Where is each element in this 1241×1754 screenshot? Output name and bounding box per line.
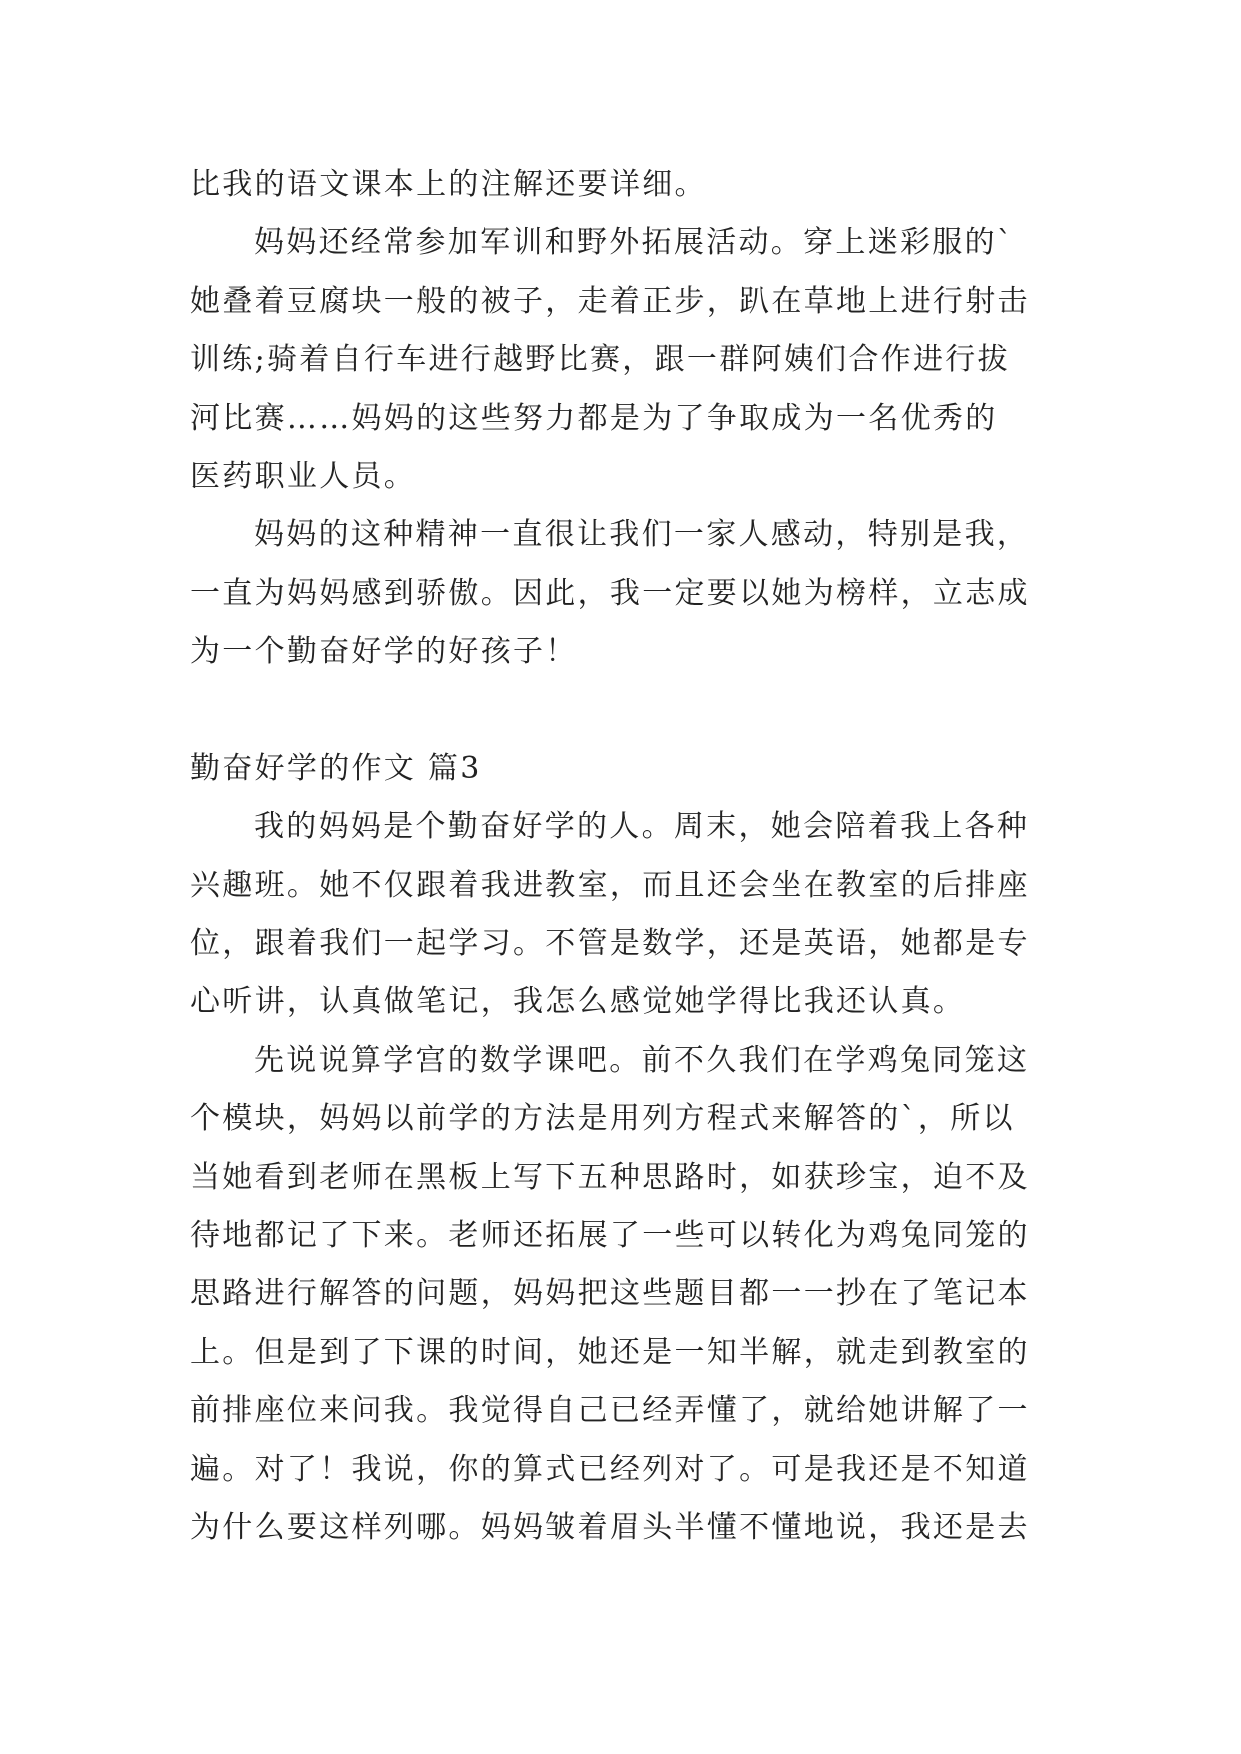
text-line: 兴趣班。她不仅跟着我进教室，而且还会坐在教室的后排座: [190, 867, 1030, 903]
text-line: 为什么要这样列哪。妈妈皱着眉头半懂不懂地说，我还是去: [190, 1509, 1030, 1545]
section-title: 勤奋好学的作文 篇3: [190, 750, 482, 786]
section-gap: [190, 682, 1060, 740]
text-line: 上。但是到了下课的时间，她还是一知半解，就走到教室的: [190, 1334, 1030, 1370]
text-line: 心听讲，认真做笔记，我怎么感觉她学得比我还认真。: [190, 984, 966, 1020]
text-line: 她叠着豆腐块一般的被子，走着正步，趴在草地上进行射击: [190, 283, 1030, 319]
essay-body: [190, 156, 1060, 1557]
paragraph-start-line: 先说说算学宫的数学课吧。前不久我们在学鸡兔同笼这: [254, 1042, 1030, 1078]
text-line: 比我的语文课本上的注解还要详细。: [190, 167, 707, 202]
paragraph-start-line: 妈妈还经常参加军训和野外拓展活动。穿上迷彩服的`: [254, 225, 1015, 261]
text-line: 个模块，妈妈以前学的方法是用列方程式来解答的`，所以: [190, 1101, 1015, 1137]
text-line: 一直为妈妈感到骄傲。因此，我一定要以她为榜样，立志成: [190, 575, 1030, 611]
text-line: 思路进行解答的问题，妈妈把这些题目都一一抄在了笔记本: [190, 1276, 1030, 1312]
text-line: 位，跟着我们一起学习。不管是数学，还是英语，她都是专: [190, 926, 1030, 962]
text-line: 待地都记了下来。老师还拓展了一些可以转化为鸡兔同笼的: [190, 1218, 1030, 1254]
text-line: 医药职业人员。: [190, 458, 417, 494]
paragraph-start-line: 妈妈的这种精神一直很让我们一家人感动，特别是我，: [254, 517, 1030, 553]
text-line: 河比赛……妈妈的这些努力都是为了争取成为一名优秀的: [190, 400, 998, 436]
text-line: 前排座位来问我。我觉得自己已经弄懂了，就给她讲解了一: [190, 1393, 1030, 1429]
paragraph-start-line: 我的妈妈是个勤奋好学的人。周末，她会陪着我上各种: [254, 809, 1030, 845]
text-line: 训练;骑着自行车进行越野比赛，跟一群阿姨们合作进行拔: [190, 342, 1010, 378]
text-line: 当她看到老师在黑板上写下五种思路时，如获珍宝，迫不及: [190, 1159, 1030, 1195]
text-line: 遍。对了！我说，你的算式已经列对了。可是我还是不知道: [190, 1451, 1030, 1487]
text-line: 为一个勤奋好学的好孩子！: [190, 634, 578, 670]
